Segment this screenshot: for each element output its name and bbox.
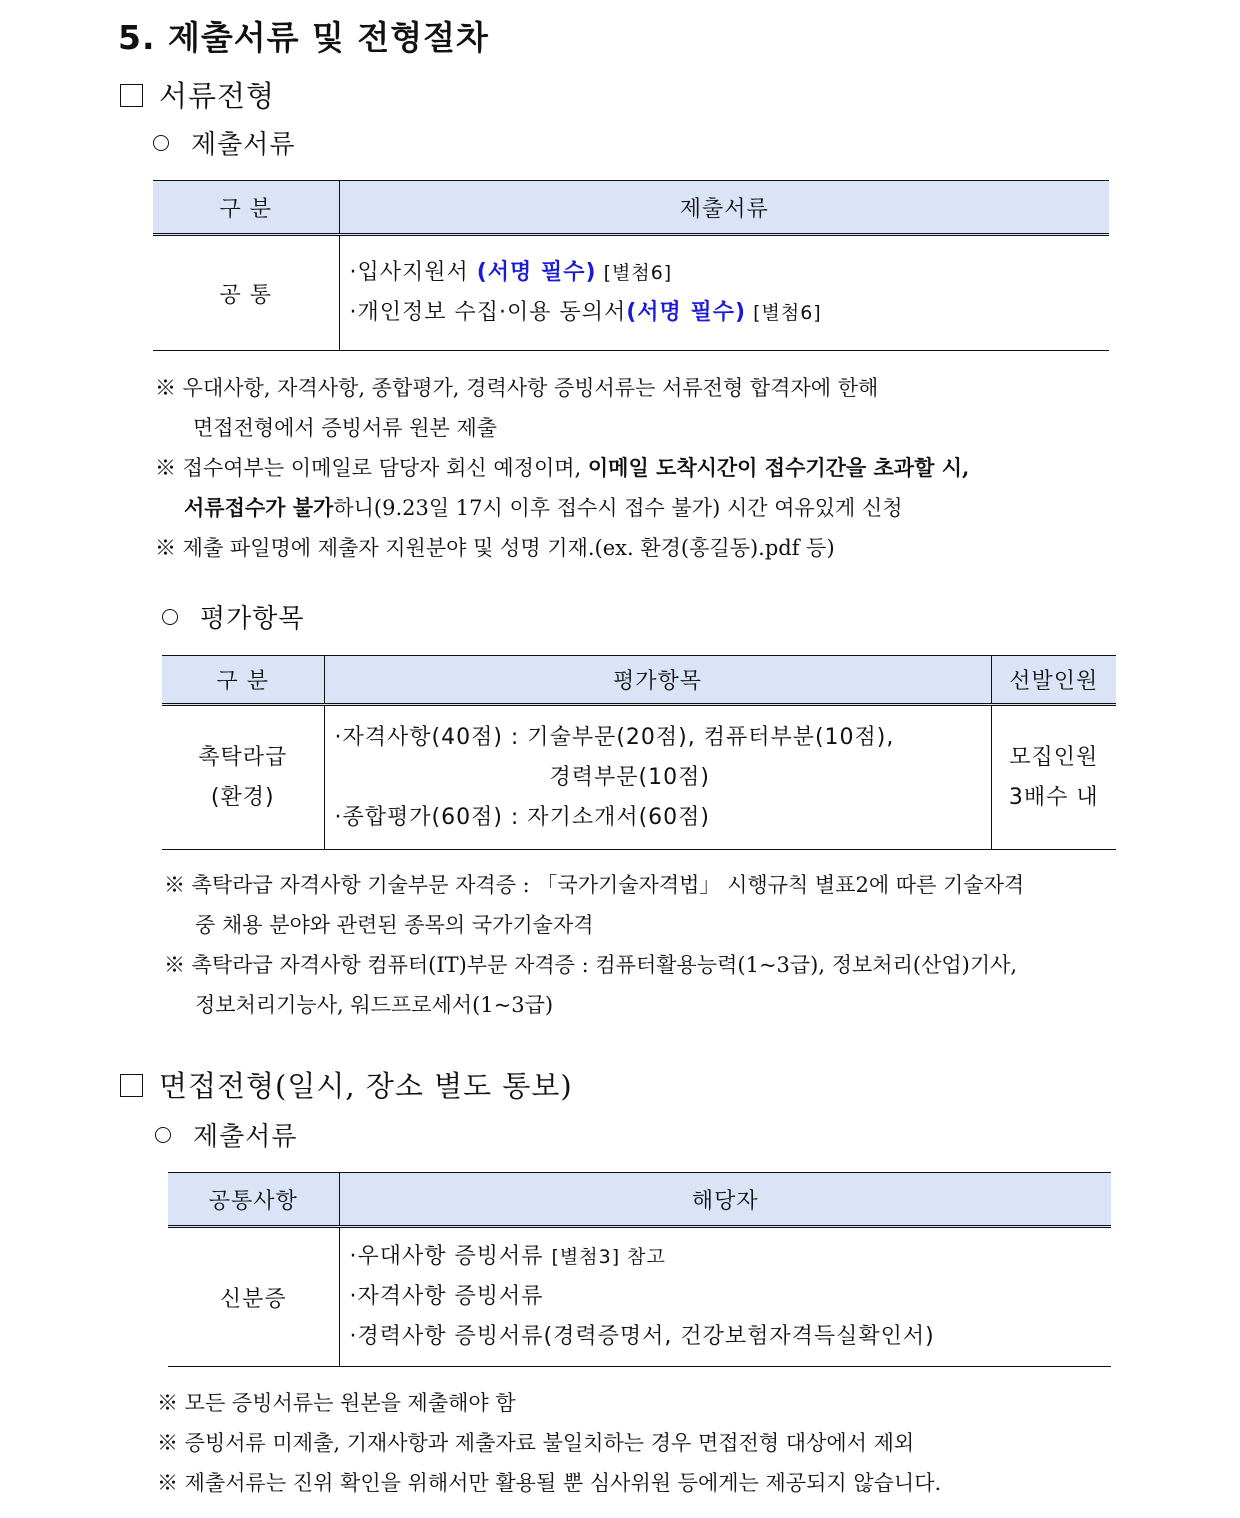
- table-cell-interview-docs: [339, 1227, 1111, 1367]
- submission-docs-table: [153, 180, 1109, 351]
- interview-doc-preference: ·우대사항 증빙서류 [별첨3] 참고: [349, 1244, 666, 1269]
- table-header-docs: 제출서류: [339, 181, 1109, 235]
- note-exclusion: ※ 증빙서류 미제출, 기재사항과 제출자료 불일치하는 경우 면접전형 대상에서 제외: [157, 1431, 915, 1455]
- note-email-receipt-line1: ※ 접수여부는 이메일로 담당자 회신 예정이며, 이메일 도착시간이 접수기간을 초과할 시,: [155, 455, 970, 480]
- note-file-naming: ※ 제출 파일명에 제출자 지원분야 및 성명 기재.(ex. 환경(홍길동).pdf 등): [155, 536, 835, 560]
- eval-item-qualifications-cont: 경력부문(10점): [549, 764, 710, 790]
- note-technical-cert-line1: ※ 촉탁라급 자격사항 기술부문 자격증 : 「국가기술자격법」 시행규칙 별표2에 따른 기술자격: [164, 873, 1025, 897]
- note-original-docs: ※ 모든 증빙서류는 원본을 제출해야 함: [157, 1391, 516, 1415]
- table-cell-evaluation: [324, 705, 991, 850]
- table-header-applicable: 해당자: [339, 1173, 1111, 1227]
- subheading-interview-docs: 제출서류: [155, 1116, 297, 1153]
- table-row-label: 신분증: [168, 1227, 339, 1367]
- page-title: 5. 제출서류 및 전형절차: [118, 18, 489, 57]
- note-usage-purpose: ※ 제출서류는 진위 확인을 위해서만 활용될 뿐 심사위원 등에게는 제공되지 않습니다.: [157, 1471, 942, 1495]
- note-preference-docs-line1: ※ 우대사항, 자격사항, 종합평가, 경력사항 증빙서류는 서류전형 합격자에 한해: [155, 376, 879, 400]
- interview-docs-table: [168, 1172, 1111, 1367]
- table-row-label: 공 통: [153, 235, 339, 351]
- note-technical-cert-line2: 중 채용 분야와 관련된 종목의 국가기술자격: [195, 913, 594, 937]
- note-it-cert-line2: 정보처리기능사, 워드프로세서(1~3급): [195, 993, 554, 1017]
- table-cell-selection-count: 모집인원 3배수 내: [991, 705, 1116, 850]
- table-header-category: 구 분: [162, 656, 324, 705]
- circle-bullet-icon: [153, 135, 169, 151]
- interview-doc-qualifications: ·자격사항 증빙서류: [349, 1284, 544, 1309]
- interview-doc-career: ·경력사항 증빙서류(경력증명서, 건강보험자격득실확인서): [349, 1324, 935, 1349]
- square-bullet-icon: [120, 1074, 143, 1097]
- subheading-submission-docs: 제출서류: [153, 124, 295, 161]
- note-email-receipt-line2: 서류접수가 불가하니(9.23일 17시 이후 접수시 접수 불가) 시간 여유있게 신청: [184, 495, 903, 520]
- note-preference-docs-line2: 면접전형에서 증빙서류 원본 제출: [193, 416, 498, 440]
- eval-item-overall: ·종합평가(60점) : 자기소개서(60점): [334, 804, 710, 830]
- table-header-selection-count: 선발인원: [991, 656, 1116, 705]
- table-cell-docs: [339, 235, 1109, 351]
- table-header-common: 공통사항: [168, 1173, 339, 1227]
- evaluation-items-table: [162, 655, 1116, 850]
- table-header-evaluation: 평가항목: [324, 656, 991, 705]
- section-heading-document-screening: 서류전형: [120, 74, 275, 115]
- table-header-category: 구 분: [153, 181, 339, 235]
- section-heading-interview: 면접전형(일시, 장소 별도 통보): [120, 1064, 573, 1105]
- circle-bullet-icon: [155, 1127, 171, 1143]
- eval-item-qualifications: ·자격사항(40점) : 기술부문(20점), 컴퓨터부분(10점),: [334, 724, 895, 750]
- note-it-cert-line1: ※ 촉탁라급 자격사항 컴퓨터(IT)부문 자격증 : 컴퓨터활용능력(1~3급), 정보처리(산업)기사,: [164, 953, 1018, 977]
- doc-item-application: ·입사지원서 (서명 필수) [별첨6]: [349, 260, 673, 285]
- table-row-label: 촉탁라급 (환경): [162, 705, 324, 850]
- square-bullet-icon: [120, 84, 143, 107]
- subheading-evaluation-items: 평가항목: [162, 598, 304, 635]
- doc-item-privacy-consent: ·개인정보 수집·이용 동의서(서명 필수) [별첨6]: [349, 300, 822, 325]
- circle-bullet-icon: [162, 609, 178, 625]
